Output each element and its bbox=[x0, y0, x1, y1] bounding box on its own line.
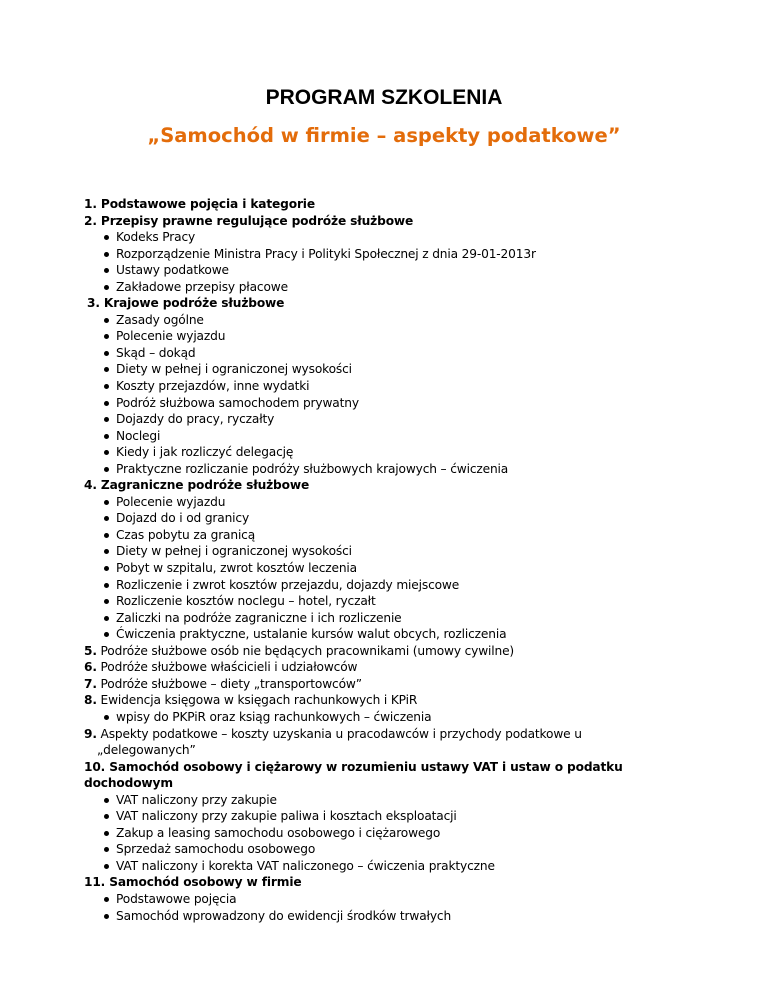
section-8-heading bbox=[84, 692, 744, 709]
section-title: Zagraniczne podróże służbowe bbox=[100, 478, 310, 493]
section-10-heading bbox=[84, 759, 744, 776]
section-10-continuation: dochodowym bbox=[84, 776, 173, 791]
list-item: Praktyczne rozliczanie podróży służbowych krajowych – ćwiczenia bbox=[84, 461, 744, 478]
list-item: Pobyt w szpitalu, zwrot kosztów leczenia bbox=[84, 560, 744, 577]
program-list bbox=[84, 196, 744, 924]
list-item: Diety w pełnej i ograniczonej wysokości bbox=[84, 543, 744, 560]
page-subtitle: „Samochód w firmie – aspekty podatkowe” bbox=[147, 124, 621, 147]
list-item: Polecenie wyjazdu bbox=[84, 494, 744, 511]
section-4-heading bbox=[84, 477, 744, 494]
section-title: Podróże służbowe osób nie będących pracownikami (umowy cywilne) bbox=[100, 643, 515, 658]
section-title: Samochód osobowy i ciężarowy w rozumieniu ustawy VAT i ustaw o podatku bbox=[109, 759, 623, 774]
section-number: 11. bbox=[84, 875, 106, 890]
list-item: Kiedy i jak rozliczyć delegację bbox=[84, 444, 744, 461]
list-item: VAT naliczony przy zakupie bbox=[84, 792, 744, 809]
section-title: Samochód osobowy w firmie bbox=[109, 875, 302, 890]
list-item: Noclegi bbox=[84, 428, 744, 445]
section-9-heading bbox=[84, 726, 744, 743]
list-item: Rozliczenie i zwrot kosztów przejazdu, dojazdy miejscowe bbox=[84, 577, 744, 594]
section-number: 5. bbox=[84, 643, 97, 658]
section-5-heading bbox=[84, 643, 744, 660]
list-item: Rozporządzenie Ministra Pracy i Polityki Społecznej z dnia 29-01-2013r bbox=[84, 246, 744, 263]
section-number: 7. bbox=[84, 676, 97, 691]
section-number: 6. bbox=[84, 660, 97, 675]
section-number: 4. bbox=[84, 478, 97, 493]
list-item: Ćwiczenia praktyczne, ustalanie kursów walut obcych, rozliczenia bbox=[84, 626, 744, 643]
list-item: wpisy do PKPiR oraz ksiąg rachunkowych – ćwiczenia bbox=[84, 709, 744, 726]
section-title: Ewidencja księgowa w księgach rachunkowych i KPiR bbox=[100, 693, 418, 708]
section-11-heading bbox=[84, 874, 744, 891]
section-title: Podróże służbowe właścicieli i udziałowców bbox=[100, 660, 358, 675]
section-number: 8. bbox=[84, 693, 97, 708]
section-number: 2. bbox=[84, 213, 97, 228]
section-number: 1. bbox=[84, 197, 97, 211]
list-item: Podstawowe pojęcia bbox=[84, 891, 744, 908]
list-item: Zakładowe przepisy płacowe bbox=[84, 279, 744, 296]
section-2-heading bbox=[84, 213, 744, 230]
list-item: Diety w pełnej i ograniczonej wysokości bbox=[84, 361, 744, 378]
list-item: Dojazdy do pracy, ryczałty bbox=[84, 411, 744, 428]
section-title: Aspekty podatkowe – koszty uzyskania u pracodawców i przychody podatkowe u bbox=[100, 726, 582, 741]
list-item: VAT naliczony przy zakupie paliwa i kosztach eksploatacji bbox=[84, 808, 744, 825]
section-number: 3. bbox=[87, 296, 100, 311]
list-item: Samochód wprowadzony do ewidencji środków trwałych bbox=[84, 908, 744, 925]
list-item: Dojazd do i od granicy bbox=[84, 510, 744, 527]
list-item: Zaliczki na podróże zagraniczne i ich rozliczenie bbox=[84, 610, 744, 627]
section-6-heading bbox=[84, 659, 744, 676]
section-title: Przepisy prawne regulujące podróże służbowe bbox=[100, 213, 414, 228]
section-number: 9. bbox=[84, 726, 97, 741]
list-item: Skąd – dokąd bbox=[84, 345, 744, 362]
list-item: Polecenie wyjazdu bbox=[84, 328, 744, 345]
list-item: Sprzedaż samochodu osobowego bbox=[84, 841, 744, 858]
list-item: Koszty przejazdów, inne wydatki bbox=[84, 378, 744, 395]
list-item: Kodeks Pracy bbox=[84, 229, 744, 246]
section-number: 10. bbox=[84, 759, 106, 774]
section-title: Podstawowe pojęcia i kategorie bbox=[100, 197, 315, 211]
list-item: Zasady ogólne bbox=[84, 312, 744, 329]
section-7-heading bbox=[84, 676, 744, 693]
section-title: Krajowe podróże służbowe bbox=[103, 296, 285, 311]
list-item: Ustawy podatkowe bbox=[84, 262, 744, 279]
page-title: PROGRAM SZKOLENIA bbox=[265, 86, 503, 109]
section-3-heading bbox=[84, 295, 744, 312]
section-1-heading bbox=[84, 196, 744, 213]
list-item: VAT naliczony i korekta VAT naliczonego – ćwiczenia praktyczne bbox=[84, 858, 744, 875]
section-title: Podróże służbowe – diety „transportowców” bbox=[100, 676, 362, 691]
list-item: Zakup a leasing samochodu osobowego i ciężarowego bbox=[84, 825, 744, 842]
list-item: Rozliczenie kosztów noclegu – hotel, ryczałt bbox=[84, 593, 744, 610]
list-item: Czas pobytu za granicą bbox=[84, 527, 744, 544]
list-item: Podróż służbowa samochodem prywatny bbox=[84, 395, 744, 412]
section-9-continuation: „delegowanych” bbox=[97, 743, 196, 758]
